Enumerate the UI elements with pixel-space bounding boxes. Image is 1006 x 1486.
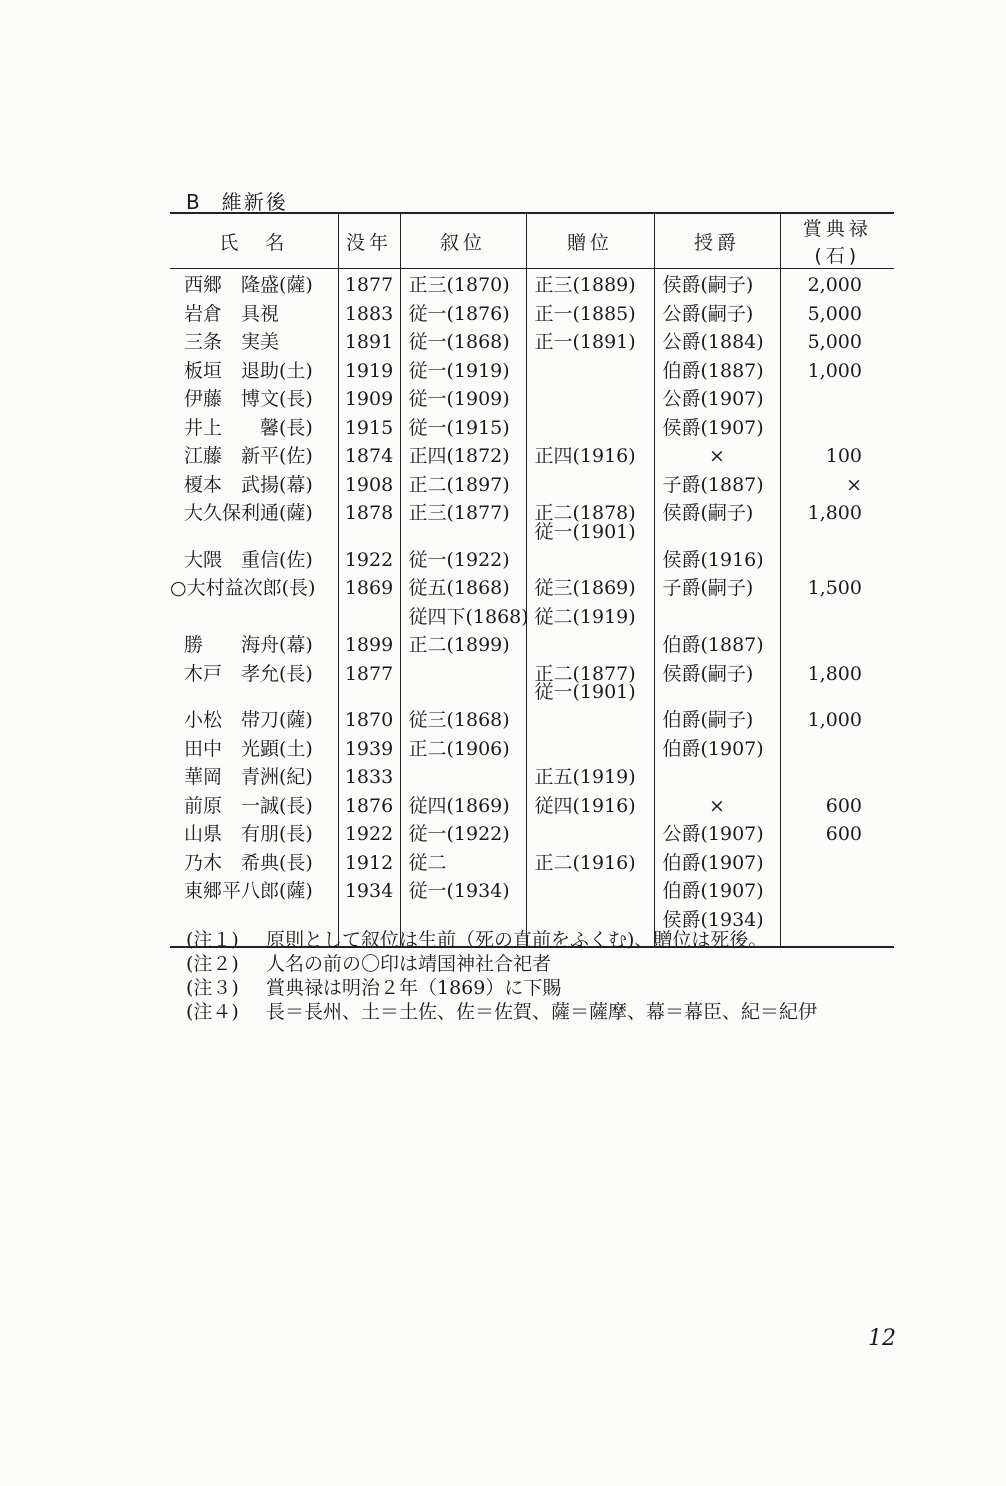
cell-stipend: 600 xyxy=(780,820,894,849)
header-peerage: 授爵 xyxy=(654,213,780,269)
cell-stipend: 1,000 xyxy=(780,357,894,386)
cell-rank-lifetime xyxy=(400,763,526,792)
table-row xyxy=(170,574,894,603)
cell-rank-lifetime xyxy=(400,269,526,300)
cell-death-year: 1909 xyxy=(338,385,400,414)
table-row xyxy=(170,735,894,764)
footnote-label: (注３) xyxy=(186,977,239,999)
cell-name: 大隈 重信(佐) xyxy=(184,548,313,571)
cell-name: 木戸 孝允(長) xyxy=(184,662,313,685)
cell-death-year: 1833 xyxy=(338,763,400,792)
cell-rank-lifetime xyxy=(400,471,526,500)
cell-rank-lifetime xyxy=(400,442,526,471)
cell-peerage-value: 伯爵(1907) xyxy=(662,880,764,902)
cell-rank-posthumous xyxy=(526,631,654,660)
header-stipend: 賞典禄(石) xyxy=(780,213,894,269)
cell-stipend: 2,000 xyxy=(780,269,894,300)
cell-rank-posthumous-value: 正一(1885) xyxy=(534,302,636,325)
cell-peerage xyxy=(654,414,780,443)
cell-name: 東郷平八郎(薩) xyxy=(184,880,313,902)
cell-peerage-value: 侯爵(1907) xyxy=(662,416,764,439)
page-number: 12 xyxy=(868,1326,896,1351)
cell-peerage-value: 伯爵(1907) xyxy=(662,737,764,760)
cell-stipend xyxy=(780,631,894,660)
cell-peerage xyxy=(654,877,780,906)
section-heading: 維新後 xyxy=(221,190,288,214)
footnote-label: (注２) xyxy=(186,953,239,975)
cell-rank-posthumous-value: 従三(1869) xyxy=(534,577,636,599)
header-death-year: 没年 xyxy=(338,213,400,269)
table-row xyxy=(170,269,894,300)
footnote-text: 賞典禄は明治２年（1869）に下賜 xyxy=(266,977,562,999)
cell-stipend: × xyxy=(780,471,894,500)
cell-peerage-value: 伯爵(1887) xyxy=(662,359,764,382)
cell-death-year: 1883 xyxy=(338,300,400,329)
section-letter: B xyxy=(186,190,202,214)
cell-peerage-value: 侯爵(嗣子) xyxy=(662,662,754,685)
cell-peerage-value: 公爵(1884) xyxy=(662,331,764,353)
cell-rank-posthumous xyxy=(526,499,654,546)
cell-rank-lifetime-value: 従一(1919) xyxy=(408,359,510,382)
cell-peerage xyxy=(654,763,780,792)
cell-rank-lifetime-value: 正四(1872) xyxy=(408,445,510,467)
cell-rank-posthumous xyxy=(526,820,654,849)
cell-peerage xyxy=(654,735,780,764)
cell-death-year: 1939 xyxy=(338,735,400,764)
cell-peerage xyxy=(654,792,780,821)
cell-rank-lifetime xyxy=(400,300,526,329)
cell-name: 井上 馨(長) xyxy=(184,416,313,439)
cell-name: 華岡 青洲(紀) xyxy=(184,766,313,788)
cell-peerage xyxy=(654,385,780,414)
table-row xyxy=(170,660,894,707)
cell-rank-posthumous-value: 従一(1901) xyxy=(534,520,636,543)
cell-rank-lifetime xyxy=(400,849,526,878)
cell-peerage xyxy=(654,603,780,632)
cell-death-year: 1922 xyxy=(338,546,400,575)
cell-peerage xyxy=(654,471,780,500)
cell-stipend: 1,000 xyxy=(780,706,894,735)
cell-death-year: 1891 xyxy=(338,328,400,357)
cell-death-year: 1870 xyxy=(338,706,400,735)
cell-rank-lifetime xyxy=(400,706,526,735)
footnote-text: 人名の前の〇印は靖国神社合祀者 xyxy=(266,953,552,975)
cell-peerage-value: 侯爵(1916) xyxy=(662,548,764,571)
cell-rank-lifetime-value: 従一(1868) xyxy=(408,331,510,353)
cell-peerage xyxy=(654,574,780,603)
cell-rank-posthumous-value: 正四(1916) xyxy=(534,445,636,467)
table-row xyxy=(170,706,894,735)
cell-death-year: 1869 xyxy=(338,574,400,603)
cell-rank-lifetime-value: 正二(1897) xyxy=(408,473,510,496)
cell-name: 三条 実美 xyxy=(184,331,280,353)
table-row xyxy=(170,792,894,821)
cell-peerage-value: 公爵(嗣子) xyxy=(662,302,754,325)
cell-stipend xyxy=(780,385,894,414)
cell-rank-posthumous xyxy=(526,546,654,575)
header-name: 氏 名 xyxy=(170,213,338,269)
cell-name xyxy=(170,603,338,632)
cell-stipend xyxy=(780,414,894,443)
cell-rank-posthumous xyxy=(526,300,654,329)
cell-death-year: 1922 xyxy=(338,820,400,849)
cell-peerage xyxy=(654,357,780,386)
cell-rank-lifetime xyxy=(400,546,526,575)
cell-peerage-value: 伯爵(1887) xyxy=(662,634,764,656)
table-row xyxy=(170,385,894,414)
cell-death-year: 1877 xyxy=(338,660,400,707)
header-rank-lifetime: 叙位 xyxy=(400,213,526,269)
cell-rank-posthumous-value: 従一(1901) xyxy=(534,681,636,703)
table-row xyxy=(170,357,894,386)
table-row xyxy=(170,471,894,500)
cell-rank-posthumous xyxy=(526,763,654,792)
cell-rank-lifetime xyxy=(400,877,526,906)
cell-name: 田中 光顕(土) xyxy=(184,737,313,760)
cell-rank-posthumous xyxy=(526,792,654,821)
cell-peerage-value: 伯爵(嗣子) xyxy=(662,709,754,731)
cell-rank-lifetime xyxy=(400,414,526,443)
table-row xyxy=(170,763,894,792)
cell-peerage xyxy=(654,499,780,546)
cell-name: 伊藤 博文(長) xyxy=(184,388,313,410)
header-rank-posthumous: 贈位 xyxy=(526,213,654,269)
cell-peerage-value: 子爵(嗣子) xyxy=(662,577,754,599)
cell-peerage-value: 伯爵(1907) xyxy=(662,851,764,874)
table-row xyxy=(170,546,894,575)
cell-rank-posthumous-value: 正二(1916) xyxy=(534,851,636,874)
cell-rank-posthumous-value: 正二(1878) xyxy=(534,502,636,524)
cell-rank-lifetime-value: 正三(1877) xyxy=(408,502,510,524)
table-row xyxy=(170,820,894,849)
footnote xyxy=(186,976,817,1000)
cell-peerage xyxy=(654,660,780,707)
cell-peerage-value: × xyxy=(709,794,725,817)
cell-name: 勝 海舟(幕) xyxy=(184,634,313,656)
cell-death-year xyxy=(338,603,400,632)
cell-rank-lifetime xyxy=(400,499,526,546)
cell-rank-lifetime xyxy=(400,735,526,764)
table-row xyxy=(170,877,894,906)
footnote-label: (注１) xyxy=(186,929,239,951)
cell-rank-posthumous xyxy=(526,442,654,471)
table-row xyxy=(170,414,894,443)
cell-rank-posthumous xyxy=(526,414,654,443)
footnote xyxy=(186,952,817,976)
cell-rank-posthumous-value: 従四(1916) xyxy=(534,794,636,817)
cell-stipend xyxy=(780,877,894,906)
cell-rank-posthumous xyxy=(526,357,654,386)
cell-rank-posthumous xyxy=(526,706,654,735)
cell-name: ○大村益次郎(長) xyxy=(170,577,316,599)
cell-rank-posthumous xyxy=(526,603,654,632)
cell-peerage-value: 子爵(1887) xyxy=(662,473,764,496)
cell-stipend: 5,000 xyxy=(780,328,894,357)
cell-peerage xyxy=(654,300,780,329)
table-row xyxy=(170,328,894,357)
cell-name: 小松 帯刀(薩) xyxy=(184,709,313,731)
cell-rank-lifetime-value: 従二 xyxy=(408,851,447,874)
cell-rank-lifetime-value: 正二(1899) xyxy=(408,634,510,656)
cell-name: 山県 有朋(長) xyxy=(184,823,313,845)
cell-stipend: 600 xyxy=(780,792,894,821)
table-header xyxy=(170,213,894,269)
cell-peerage-value: 公爵(1907) xyxy=(662,388,764,410)
cell-peerage xyxy=(654,706,780,735)
cell-death-year: 1899 xyxy=(338,631,400,660)
cell-death-year: 1919 xyxy=(338,357,400,386)
cell-death-year: 1908 xyxy=(338,471,400,500)
cell-rank-lifetime-value: 従五(1868) xyxy=(408,577,510,599)
cell-rank-posthumous-value: 正一(1891) xyxy=(534,331,636,353)
cell-rank-posthumous xyxy=(526,328,654,357)
cell-name: 江藤 新平(佐) xyxy=(184,445,313,467)
table-row xyxy=(170,631,894,660)
cell-name: 前原 一誠(長) xyxy=(184,794,313,817)
cell-rank-posthumous-value: 正二(1877) xyxy=(534,662,636,685)
cell-rank-lifetime-value: 従一(1876) xyxy=(408,302,510,325)
cell-stipend xyxy=(780,849,894,878)
cell-stipend xyxy=(780,546,894,575)
cell-peerage xyxy=(654,546,780,575)
table-row xyxy=(170,442,894,471)
cell-stipend: 1,800 xyxy=(780,660,894,707)
cell-rank-lifetime xyxy=(400,357,526,386)
cell-rank-posthumous-value: 正五(1919) xyxy=(534,766,636,788)
cell-rank-lifetime-value: 従一(1922) xyxy=(408,823,510,845)
cell-death-year: 1878 xyxy=(338,499,400,546)
cell-peerage xyxy=(654,328,780,357)
cell-peerage xyxy=(654,849,780,878)
cell-rank-posthumous-value: 正三(1889) xyxy=(534,274,636,296)
cell-peerage-value: 公爵(1907) xyxy=(662,823,764,845)
cell-name: 西郷 隆盛(薩) xyxy=(184,274,313,296)
cell-rank-posthumous xyxy=(526,471,654,500)
cell-rank-lifetime-value: 従一(1915) xyxy=(408,416,510,439)
table-row xyxy=(170,499,894,546)
cell-rank-lifetime xyxy=(400,792,526,821)
cell-peerage xyxy=(654,820,780,849)
cell-stipend xyxy=(780,763,894,792)
cell-peerage-value: 侯爵(嗣子) xyxy=(662,502,754,524)
cell-death-year: 1876 xyxy=(338,792,400,821)
cell-peerage-value: 侯爵(1934) xyxy=(662,908,764,931)
cell-death-year: 1934 xyxy=(338,877,400,906)
cell-peerage-value: 侯爵(嗣子) xyxy=(662,274,754,296)
footnote xyxy=(186,928,817,952)
cell-rank-lifetime-value: 正三(1870) xyxy=(408,274,510,296)
table-row xyxy=(170,849,894,878)
cell-rank-lifetime xyxy=(400,385,526,414)
footnote-label: (注４) xyxy=(186,1001,239,1023)
cell-rank-lifetime-value: 従三(1868) xyxy=(408,709,510,731)
table-body xyxy=(170,269,894,947)
cell-death-year: 1912 xyxy=(338,849,400,878)
cell-rank-posthumous xyxy=(526,849,654,878)
cell-name: 榎本 武揚(幕) xyxy=(184,473,313,496)
honors-table xyxy=(170,212,894,948)
cell-rank-posthumous-value: 従二(1919) xyxy=(534,605,636,628)
cell-stipend: 1,500 xyxy=(780,574,894,603)
table-row xyxy=(170,300,894,329)
cell-name: 乃木 希典(長) xyxy=(184,851,313,874)
cell-rank-lifetime xyxy=(400,328,526,357)
cell-rank-posthumous xyxy=(526,574,654,603)
cell-rank-lifetime xyxy=(400,631,526,660)
cell-stipend: 100 xyxy=(780,442,894,471)
cell-rank-lifetime-value: 従一(1934) xyxy=(408,880,510,902)
cell-rank-lifetime-value: 従四下(1868) xyxy=(408,605,529,628)
cell-peerage xyxy=(654,442,780,471)
cell-name: 板垣 退助(土) xyxy=(184,359,313,382)
cell-stipend xyxy=(780,735,894,764)
cell-death-year: 1915 xyxy=(338,414,400,443)
cell-peerage xyxy=(654,269,780,300)
cell-rank-posthumous xyxy=(526,660,654,707)
cell-rank-lifetime xyxy=(400,820,526,849)
section-title xyxy=(186,186,288,215)
cell-rank-posthumous xyxy=(526,877,654,906)
cell-rank-lifetime-value: 従一(1922) xyxy=(408,548,510,571)
cell-rank-posthumous xyxy=(526,735,654,764)
cell-rank-lifetime xyxy=(400,660,526,707)
cell-stipend xyxy=(780,603,894,632)
cell-rank-lifetime xyxy=(400,603,529,632)
cell-rank-posthumous xyxy=(526,269,654,300)
cell-rank-posthumous xyxy=(526,385,654,414)
footnotes xyxy=(186,928,817,1024)
cell-rank-lifetime-value: 従四(1869) xyxy=(408,794,510,817)
cell-stipend: 5,000 xyxy=(780,300,894,329)
table-row xyxy=(170,603,894,632)
cell-name: 大久保利通(薩) xyxy=(184,502,313,524)
footnote-text: 原則として叙位は生前（死の直前をふくむ)、贈位は死後。 xyxy=(266,929,768,951)
footnote xyxy=(186,1000,817,1024)
cell-rank-lifetime-value: 従一(1909) xyxy=(408,388,510,410)
cell-rank-lifetime-value: 正二(1906) xyxy=(408,737,510,760)
cell-rank-lifetime xyxy=(400,574,526,603)
cell-death-year: 1874 xyxy=(338,442,400,471)
cell-peerage-value: × xyxy=(709,445,725,467)
cell-name: 岩倉 具視 xyxy=(184,302,280,325)
cell-death-year: 1877 xyxy=(338,269,400,300)
cell-peerage xyxy=(654,631,780,660)
footnote-text: 長＝長州、土＝土佐、佐＝佐賀、薩＝薩摩、幕＝幕臣、紀＝紀伊 xyxy=(266,1001,818,1023)
cell-stipend: 1,800 xyxy=(780,499,894,546)
